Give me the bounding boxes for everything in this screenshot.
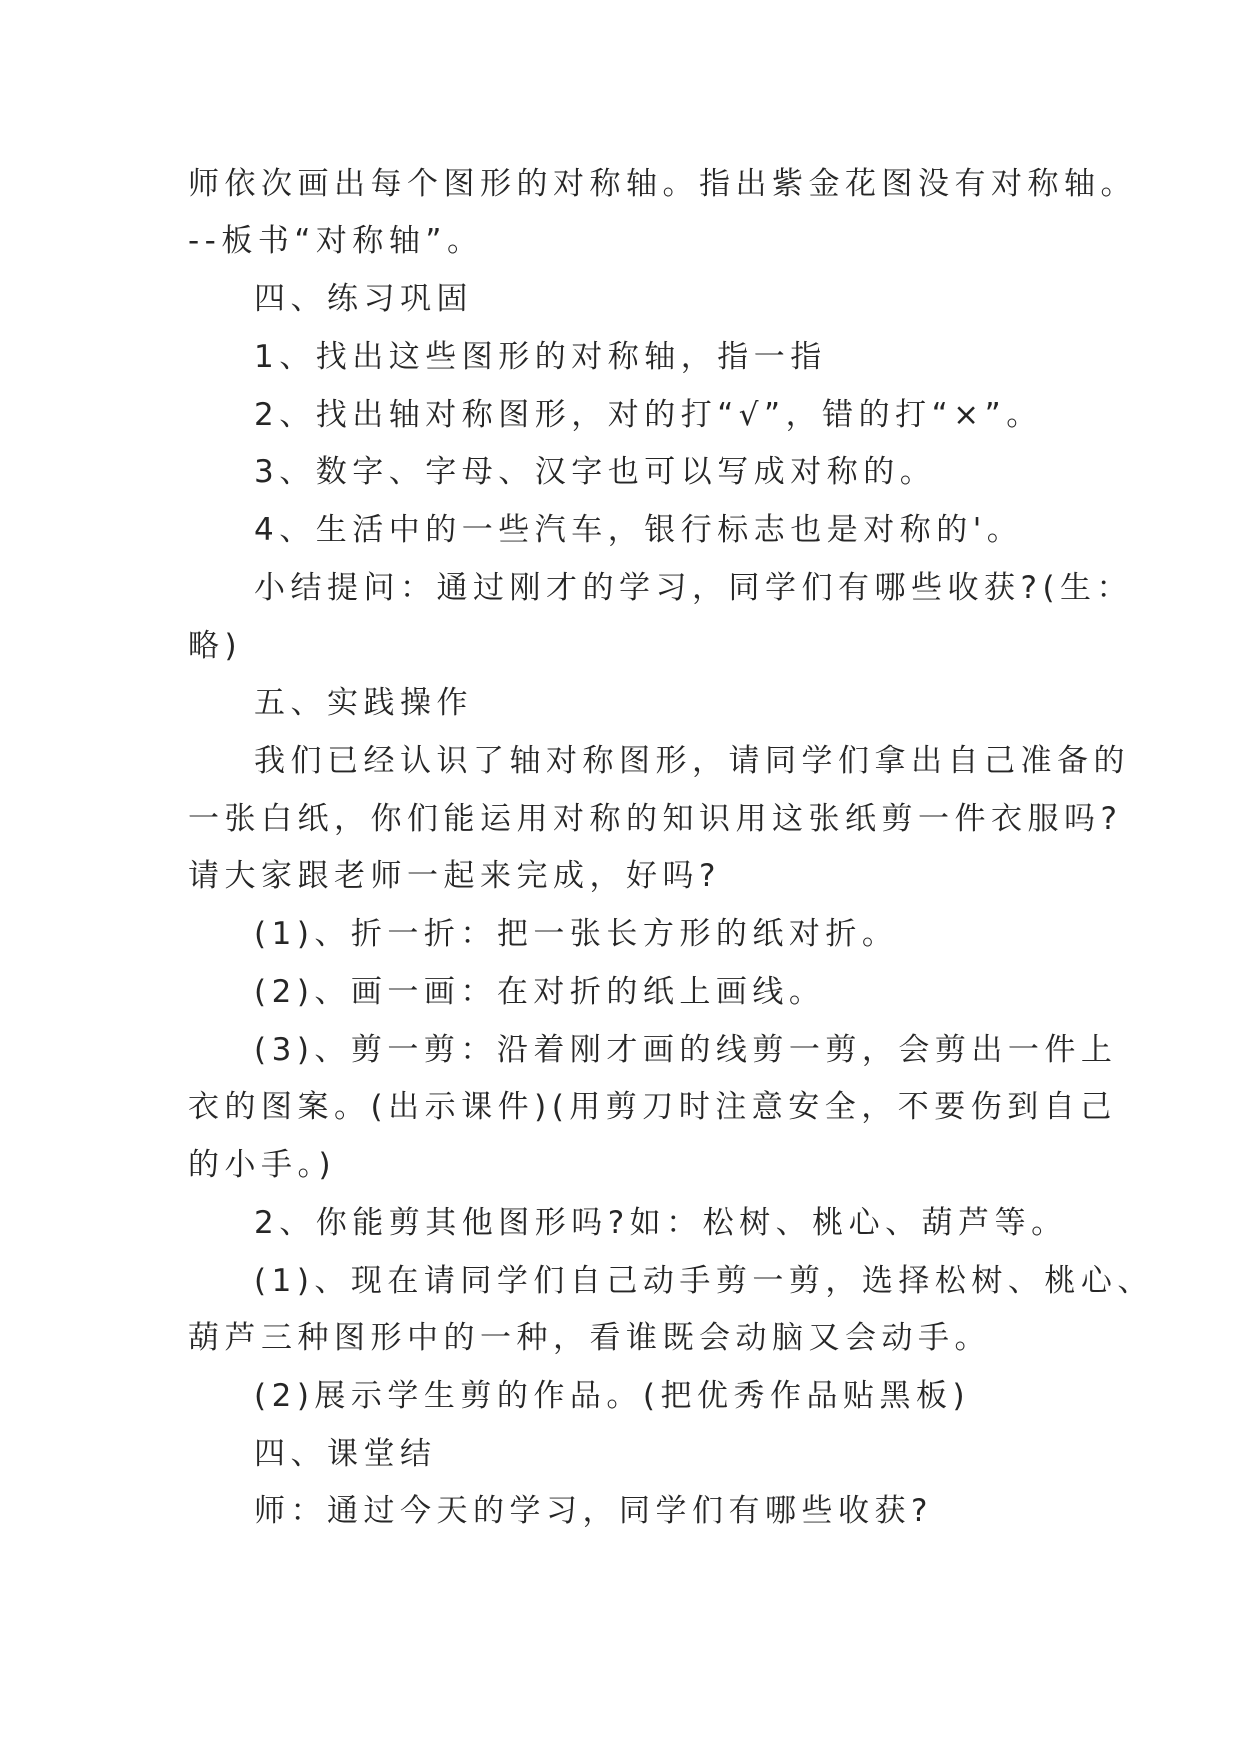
text-line: --板书“对称轴”。 xyxy=(188,223,484,259)
list-item: 4、生活中的一些汽车，银行标志也是对称的'。 xyxy=(254,512,1024,548)
text-line: 衣的图案。(出示课件)(用剪刀时注意安全，不要伤到自己 xyxy=(188,1089,1117,1125)
list-item: (2)展示学生剪的作品。(把优秀作品贴黑板) xyxy=(254,1378,971,1414)
list-item: (1)、现在请同学们自己动手剪一剪，选择松树、桃心、 xyxy=(254,1263,1154,1299)
list-item: 2、你能剪其他图形吗?如：松树、桃心、葫芦等。 xyxy=(254,1205,1068,1241)
text-line: 师依次画出每个图形的对称轴。指出紫金花图没有对称轴。 xyxy=(188,166,1137,202)
text-line: 一张白纸，你们能运用对称的知识用这张纸剪一件衣服吗? xyxy=(188,801,1123,837)
list-item: (2)、画一画：在对折的纸上画线。 xyxy=(254,974,826,1010)
text-line: 葫芦三种图形中的一种，看谁既会动脑又会动手。 xyxy=(188,1320,991,1356)
text-line: 我们已经认识了轴对称图形，请同学们拿出自己准备的 xyxy=(254,743,1130,779)
list-item: (1)、折一折：把一张长方形的纸对折。 xyxy=(254,916,899,952)
list-item: 3、数字、字母、汉字也可以写成对称的。 xyxy=(254,454,937,490)
section-heading: 四、课堂结 xyxy=(254,1436,437,1472)
list-item: 2、找出轴对称图形，对的打“√”，错的打“×”。 xyxy=(254,397,1043,433)
text-line: 小结提问：通过刚才的学习，同学们有哪些收获?(生： xyxy=(254,570,1134,606)
list-item: (3)、剪一剪：沿着刚才画的线剪一剪，会剪出一件上 xyxy=(254,1032,1118,1068)
text-line: 的小手。) xyxy=(188,1147,337,1183)
text-line: 师：通过今天的学习，同学们有哪些收获? xyxy=(254,1493,933,1529)
section-heading: 四、练习巩固 xyxy=(254,281,473,317)
text-line: 略) xyxy=(188,628,243,664)
section-heading: 五、实践操作 xyxy=(254,685,473,721)
list-item: 1、找出这些图形的对称轴，指一指 xyxy=(254,339,827,375)
text-line: 请大家跟老师一起来完成，好吗? xyxy=(188,858,721,894)
